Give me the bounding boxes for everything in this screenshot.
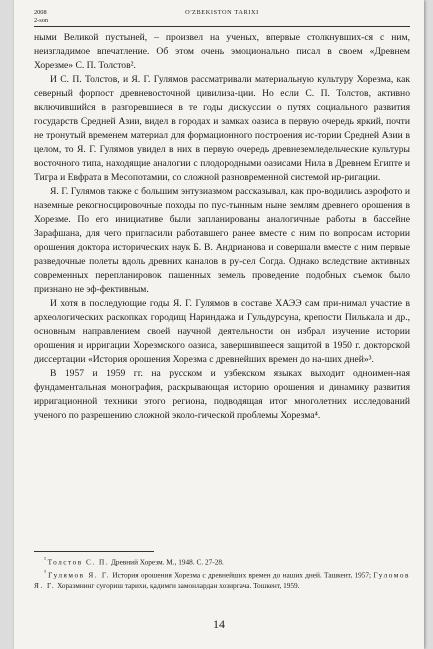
footnote-marker: ² (44, 557, 46, 563)
footnote-author: Гуломов Я. Г. (34, 570, 410, 590)
paragraph-5: В 1957 и 1959 гг. на русском и узбекском языках выходит одноимен-ная фундаментальная монография, раскрывающая историю орошения и динамику развития ирригационной техники этого региона, подводящая итог многолетних исследований ученого по разрешению сложной эколо-гической проблемы Хорезма⁴. (34, 368, 410, 421)
footnote-3 (34, 568, 410, 591)
paragraph-1: ными Великой пустыней, – произвел на ученых, впервые столкнувших-ся с ним, неизгладимое впечатление. Об этом очень эмоционально писал в своем «Древнем Хорезме» С. П. Толстов². (34, 32, 410, 71)
footnote-divider (34, 551, 154, 552)
footnote-marker: ³ (44, 569, 46, 576)
footnotes (34, 551, 410, 591)
paragraph-3: Я. Г. Гулямов также с большим энтузиазмом рассказывал, как про-водились аэрофото и наземные рекогносцировочные походы по пус-тынным ныне землям древнего орошения в Хорезме. По его инициативе были запланированы аналогичные работы в бассейне Зарафшана, для чего пригласили работавшего ранее вместе с ним по вопросам истории орошения доктора исторических наук Б. В. Андрианова и совершали вместе с ним первые разведочные полеты вдоль древних каналов в ру-сел Согда. Однако вследствие активных современных перепланировок пашенных земель проведение подобных съемок было признано не эф-фективным. (34, 186, 410, 295)
footnote-text: История орошения Хорезма с древнейших времен до наших дней. Ташкент, 1957; (110, 570, 374, 580)
paragraph-2: И С. П. Толстов, и Я. Г. Гулямов рассматривали материальную культуру Хорезма, как северный форпост древневосточной цивилиза-ции. Но если С. П. Толстов, активно включившийся в разгоревшиеся в те годы дискуссии о путях социального развития государств Средней Азии, видел в городах и замках оазиса в первую очередь яркий, почти не тронутый временем материал для формационного построения ис-тории Средней Азии в целом, то Я. Г. Гулямов увидел в них в первую очередь древнеземледельческие культуры восточного типа, находящие аналогии с плодородными оазисами Нила в Древнем Египте и Тигра и Евфрата в Месопотамии, со сложной разновременной системой ир-ригации. (34, 74, 410, 183)
paragraph-4: И хотя в последующие годы Я. Г. Гулямов в составе ХАЭЭ сам при-нимал участие в археологических раскопках городищ Нариндажа и Гульдурсуна, крепости Пилькала и др., основным направлением своей научной деятельности он избрал изучение истории орошения и ирригации Хорезмского оазиса, завершившееся защитой в 1950 г. докторской диссертации «История орошения Хорезма с древнейших времен до на-ших дней»³. (34, 298, 410, 365)
header-issue: 2-son (34, 17, 48, 24)
footnote-author: Гулямов Я. Г. (48, 570, 111, 580)
page-number: 14 (213, 617, 225, 631)
header-journal-title: O'ZBEKISTON TARIXI (185, 9, 259, 16)
footnote-text: Древний Хорезм. М., 1948. С. 27-28. (109, 557, 224, 567)
footnote-author: Толстов С. П. (47, 557, 110, 567)
article-body (34, 31, 410, 423)
running-header (34, 6, 410, 27)
journal-page (14, 0, 424, 649)
footnote-2 (34, 555, 410, 568)
header-year: 2008 (34, 9, 47, 16)
footnote-text: Хоразмнинг суғориш тарихи, қадимги замонлардан хозиргача. Тошкент, 1959. (55, 580, 300, 590)
